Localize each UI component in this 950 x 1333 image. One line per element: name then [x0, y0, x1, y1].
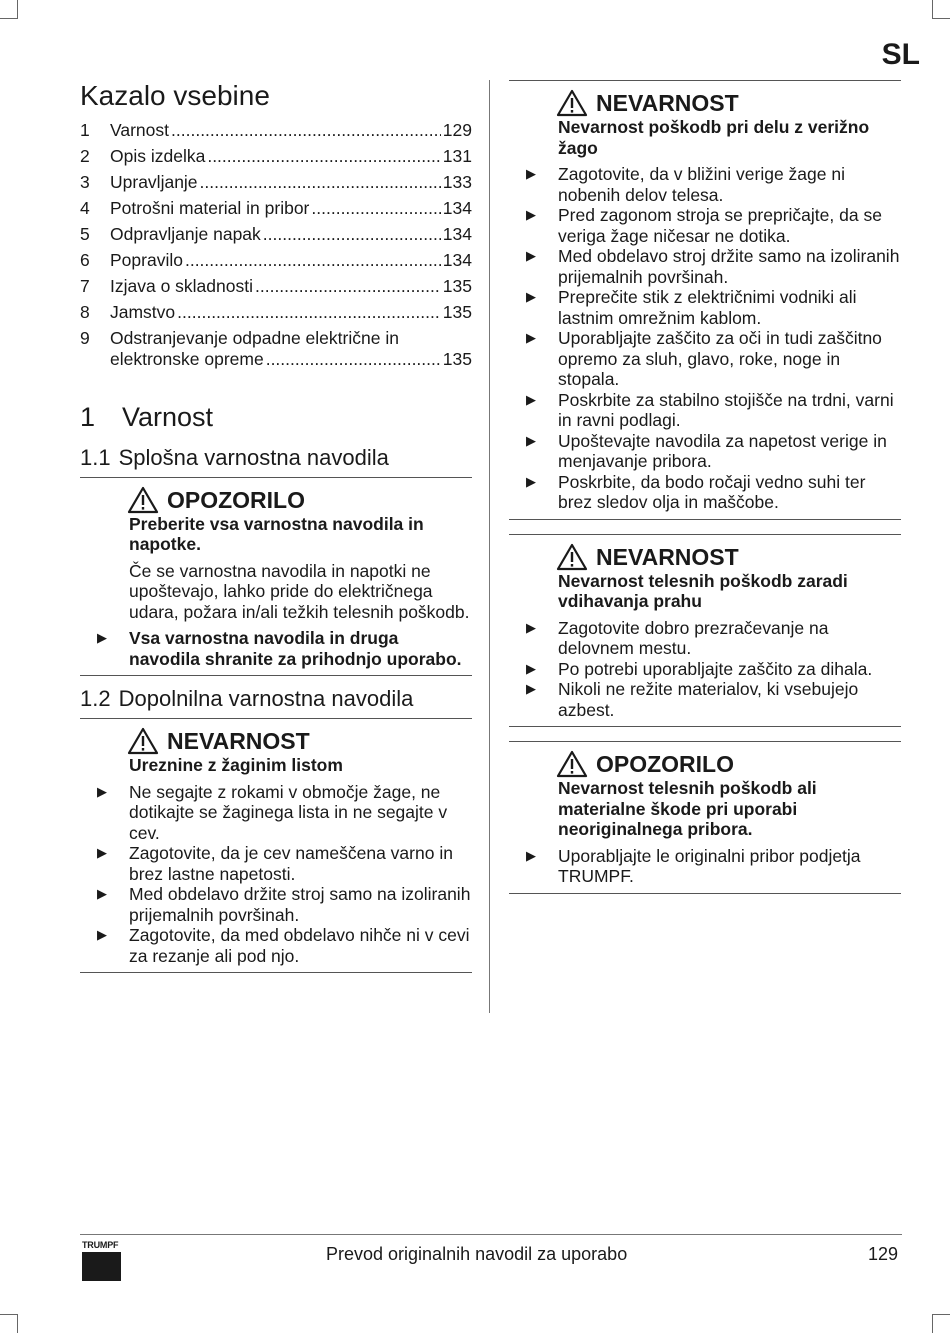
section-number: 1.1: [80, 444, 111, 470]
toc-number: 3: [80, 172, 90, 192]
toc-entry-potrosni-material[interactable]: [80, 198, 472, 224]
toc-entry-varnost[interactable]: [80, 120, 472, 146]
section-title: Dopolnilna varnostna navodila: [118, 686, 414, 711]
list-item-text: Med obdelavo držite stroj samo na izoliranih prijemalnih površinah.: [129, 884, 471, 925]
instruction-list: [526, 618, 901, 721]
toc-leader: [311, 198, 440, 219]
bullet-arrow-icon: ▶: [97, 927, 107, 942]
bullet-arrow-icon: ▶: [526, 660, 536, 676]
toc-leader: [200, 172, 441, 193]
list-item-text: Po potrebi uporabljajte zaščito za dihala.: [558, 658, 873, 679]
crop-mark: [932, 1314, 950, 1315]
toc-number: 8: [80, 302, 90, 322]
section-number: 1: [80, 401, 96, 432]
list-item-text: Zagotovite dobro prezračevanje na delovnem mestu.: [558, 617, 829, 658]
signal-word: [556, 750, 901, 778]
bullet-arrow-icon: ▶: [526, 166, 536, 181]
crop-mark: [932, 1315, 933, 1333]
toc-label: Izjava o skladnosti: [110, 276, 253, 296]
list-item-text: Med obdelavo stroj držite samo na izoliranih prijemalnih površinah.: [558, 246, 900, 287]
bullet-arrow-icon: ▶: [97, 886, 107, 901]
list-item-text: Nikoli ne režite materialov, ki vsebujejo azbest.: [558, 679, 859, 720]
toc-leader: [207, 146, 440, 167]
list-item: [526, 846, 901, 887]
toc-leader: [171, 120, 441, 141]
toc-label: Odstranjevanje odpadne električne in: [110, 328, 399, 348]
toc-leader: [255, 276, 441, 297]
list-item: [526, 164, 901, 205]
toc-entry-jamstvo[interactable]: [80, 302, 472, 328]
list-item: [97, 884, 472, 925]
list-item: [526, 287, 901, 328]
toc-entry-odstranjevanje[interactable]: [80, 328, 472, 375]
bullet-arrow-icon: ▶: [526, 207, 536, 222]
toc-entry-upravljanje[interactable]: [80, 172, 472, 198]
instruction-list: [97, 782, 472, 967]
toc-leader: [266, 349, 441, 370]
crop-mark: [932, 18, 950, 19]
list-item-text: Preprečite stik z električnimi vodniki ali lastnim omrežnim kablom.: [558, 287, 857, 328]
toc-label: Odpravljanje napak: [110, 224, 261, 244]
trumpf-logo: [82, 1241, 122, 1281]
crop-mark: [932, 0, 933, 18]
toc-entry-opis-izdelka[interactable]: [80, 146, 472, 172]
warning-box-nevarnost: [80, 718, 472, 973]
bullet-arrow-icon: ▶: [526, 248, 536, 263]
toc-number: 7: [80, 276, 90, 296]
section-heading-varnost: [80, 399, 472, 435]
toc-page: 135: [442, 348, 472, 369]
list-item: [526, 390, 901, 431]
warning-triangle-icon: [556, 750, 588, 778]
list-item: [526, 472, 901, 513]
list-item: [97, 925, 472, 966]
list-item: [526, 618, 901, 659]
toc-page: 134: [442, 198, 472, 218]
list-item-text: Ne segajte z rokami v območje žage, ne dotikajte se žaginega lista in ne segajte v cev.: [129, 781, 448, 843]
toc-number: 6: [80, 250, 90, 270]
toc-leader: [185, 250, 441, 271]
warning-subhead: Preberite vsa varnostna navodila in napotke.: [129, 513, 424, 554]
toc-entry-popravilo[interactable]: [80, 250, 472, 276]
list-item-text: Uporabljajte zaščito za oči in tudi zaščitno opremo za sluh, glavo, roke, noge in stopala.: [558, 328, 882, 389]
signal-word-text: OPOZORILO: [167, 486, 305, 513]
signal-word-text: NEVARNOST: [596, 90, 739, 116]
warning-triangle-icon: [556, 543, 588, 571]
page-number: 129: [867, 1244, 898, 1264]
warning-subhead: Nevarnost telesnih poškodb ali materialne škode pri uporabi neoriginalnega pribora.: [558, 778, 817, 839]
section-number: 1.2: [80, 686, 111, 711]
bullet-arrow-icon: ▶: [97, 630, 107, 645]
bullet-arrow-icon: ▶: [526, 847, 536, 863]
warning-box-opozorilo-pribor: [509, 741, 901, 894]
toc-page: 129: [442, 120, 472, 140]
toc-title: Kazalo vsebine: [80, 80, 270, 111]
right-column: [509, 80, 901, 908]
toc-number: 4: [80, 198, 90, 218]
list-item-text: Upoštevajte navodila za napetost verige in menjavanje pribora.: [558, 430, 887, 471]
subsection-heading-1-1: [80, 443, 472, 477]
bullet-arrow-icon: ▶: [526, 289, 536, 304]
list-item: [97, 628, 472, 669]
list-item: [526, 659, 901, 680]
bullet-arrow-icon: ▶: [97, 845, 107, 860]
warning-subhead: Nevarnost poškodb pri delu z verižno žago: [558, 117, 870, 158]
list-item-text: Vsa varnostna navodila in druga navodila shranite za prihodnjo uporabo.: [129, 628, 462, 669]
warning-triangle-icon: [127, 486, 159, 514]
toc-page: 135: [442, 302, 472, 322]
signal-word-text: OPOZORILO: [596, 751, 734, 777]
warning-box-opozorilo: [80, 477, 472, 677]
toc-label: Popravilo: [110, 250, 183, 270]
bullet-arrow-icon: ▶: [526, 681, 536, 696]
bullet-arrow-icon: ▶: [97, 783, 107, 799]
footer-title: Prevod originalnih navodil za uporabo: [326, 1244, 628, 1264]
toc-entry-odpravljanje-napak[interactable]: [80, 224, 472, 250]
list-item-text: Zagotovite, da v bližini verige žage ni nobenih delov telesa.: [558, 164, 845, 205]
toc-page: 134: [442, 250, 472, 270]
bullet-arrow-icon: ▶: [526, 432, 536, 448]
warning-triangle-icon: [556, 89, 588, 117]
list-item-text: Poskrbite za stabilno stojišče na trdni, varni in ravni podlagi.: [558, 389, 894, 430]
list-item: [526, 246, 901, 287]
section-title: Varnost: [122, 401, 214, 432]
toc-number: 5: [80, 224, 90, 244]
instruction-list: [526, 846, 901, 887]
list-item-text: Poskrbite, da bodo ročaji vedno suhi ter brez sledov olja in maščobe.: [558, 471, 866, 512]
list-item: [526, 205, 901, 246]
logo-wordmark: TRUMPF: [82, 1240, 119, 1250]
crop-mark: [0, 1314, 18, 1315]
list-item: [97, 843, 472, 884]
list-item: [526, 679, 901, 720]
toc-entry-izjava[interactable]: [80, 276, 472, 302]
instruction-list: [97, 628, 472, 669]
instruction-list: [526, 164, 901, 513]
left-column: [80, 78, 472, 973]
warning-subhead: Ureznine z žaginim listom: [129, 755, 343, 775]
toc-page: 134: [442, 224, 472, 244]
toc-label: Opis izdelka: [110, 146, 206, 166]
toc-label: Jamstvo: [110, 302, 176, 322]
list-item-text: Pred zagonom stroja se prepričajte, da se veriga žage ničesar ne dotika.: [558, 205, 882, 246]
toc-label: Potrošni material in pribor: [110, 198, 310, 218]
signal-word-text: NEVARNOST: [167, 728, 310, 754]
crop-mark: [17, 1315, 18, 1333]
bullet-arrow-icon: ▶: [526, 391, 536, 407]
signal-word: [556, 543, 901, 571]
list-item: [526, 328, 901, 390]
bullet-arrow-icon: ▶: [526, 619, 536, 635]
bullet-arrow-icon: ▶: [526, 330, 536, 345]
list-item-text: Zagotovite, da je cev nameščena varno in brez lastne napetosti.: [129, 843, 453, 884]
warning-box-nevarnost-prah: [509, 534, 901, 728]
warning-subhead: Nevarnost telesnih poškodb zaradi vdihavanja prahu: [558, 570, 848, 611]
table-of-contents: [80, 120, 472, 375]
toc-label: Upravljanje: [110, 172, 198, 192]
warning-box-nevarnost-verizna-zaga: [509, 80, 901, 520]
bullet-arrow-icon: ▶: [526, 473, 536, 489]
column-divider: [489, 80, 490, 1013]
list-item: [97, 782, 472, 844]
toc-label: Varnost: [110, 120, 170, 140]
signal-word-text: NEVARNOST: [596, 543, 739, 570]
signal-word: [556, 89, 901, 117]
language-badge: SL: [881, 38, 920, 71]
toc-page: 135: [442, 276, 472, 296]
signal-word: [127, 486, 472, 514]
toc-leader: [177, 302, 441, 323]
logo-block: [82, 1252, 121, 1281]
signal-word: [127, 727, 472, 755]
list-item-text: Uporabljajte le originalni pribor podjetja TRUMPF.: [558, 845, 861, 886]
toc-number: 1: [80, 120, 90, 140]
toc-leader: [263, 224, 441, 245]
list-item: [526, 431, 901, 472]
crop-mark: [17, 0, 18, 18]
crop-mark: [0, 18, 18, 19]
toc-number: 9: [80, 328, 90, 348]
section-title: Splošna varnostna navodila: [118, 444, 389, 470]
footer-divider: [80, 1234, 902, 1235]
subsection-heading-1-2: [80, 684, 472, 718]
toc-number: 2: [80, 146, 90, 166]
list-item-text: Zagotovite, da med obdelavo nihče ni v cevi za rezanje ali pod njo.: [129, 925, 470, 966]
toc-label: elektronske opreme: [110, 348, 264, 369]
toc-page: 133: [442, 172, 472, 192]
warning-triangle-icon: [127, 727, 159, 755]
toc-page: 131: [442, 146, 472, 166]
warning-paragraph: Če se varnostna navodila in napotki ne upoštevajo, lahko pride do električnega udara, požara in/ali težkih telesnih poškodb.: [129, 560, 470, 622]
